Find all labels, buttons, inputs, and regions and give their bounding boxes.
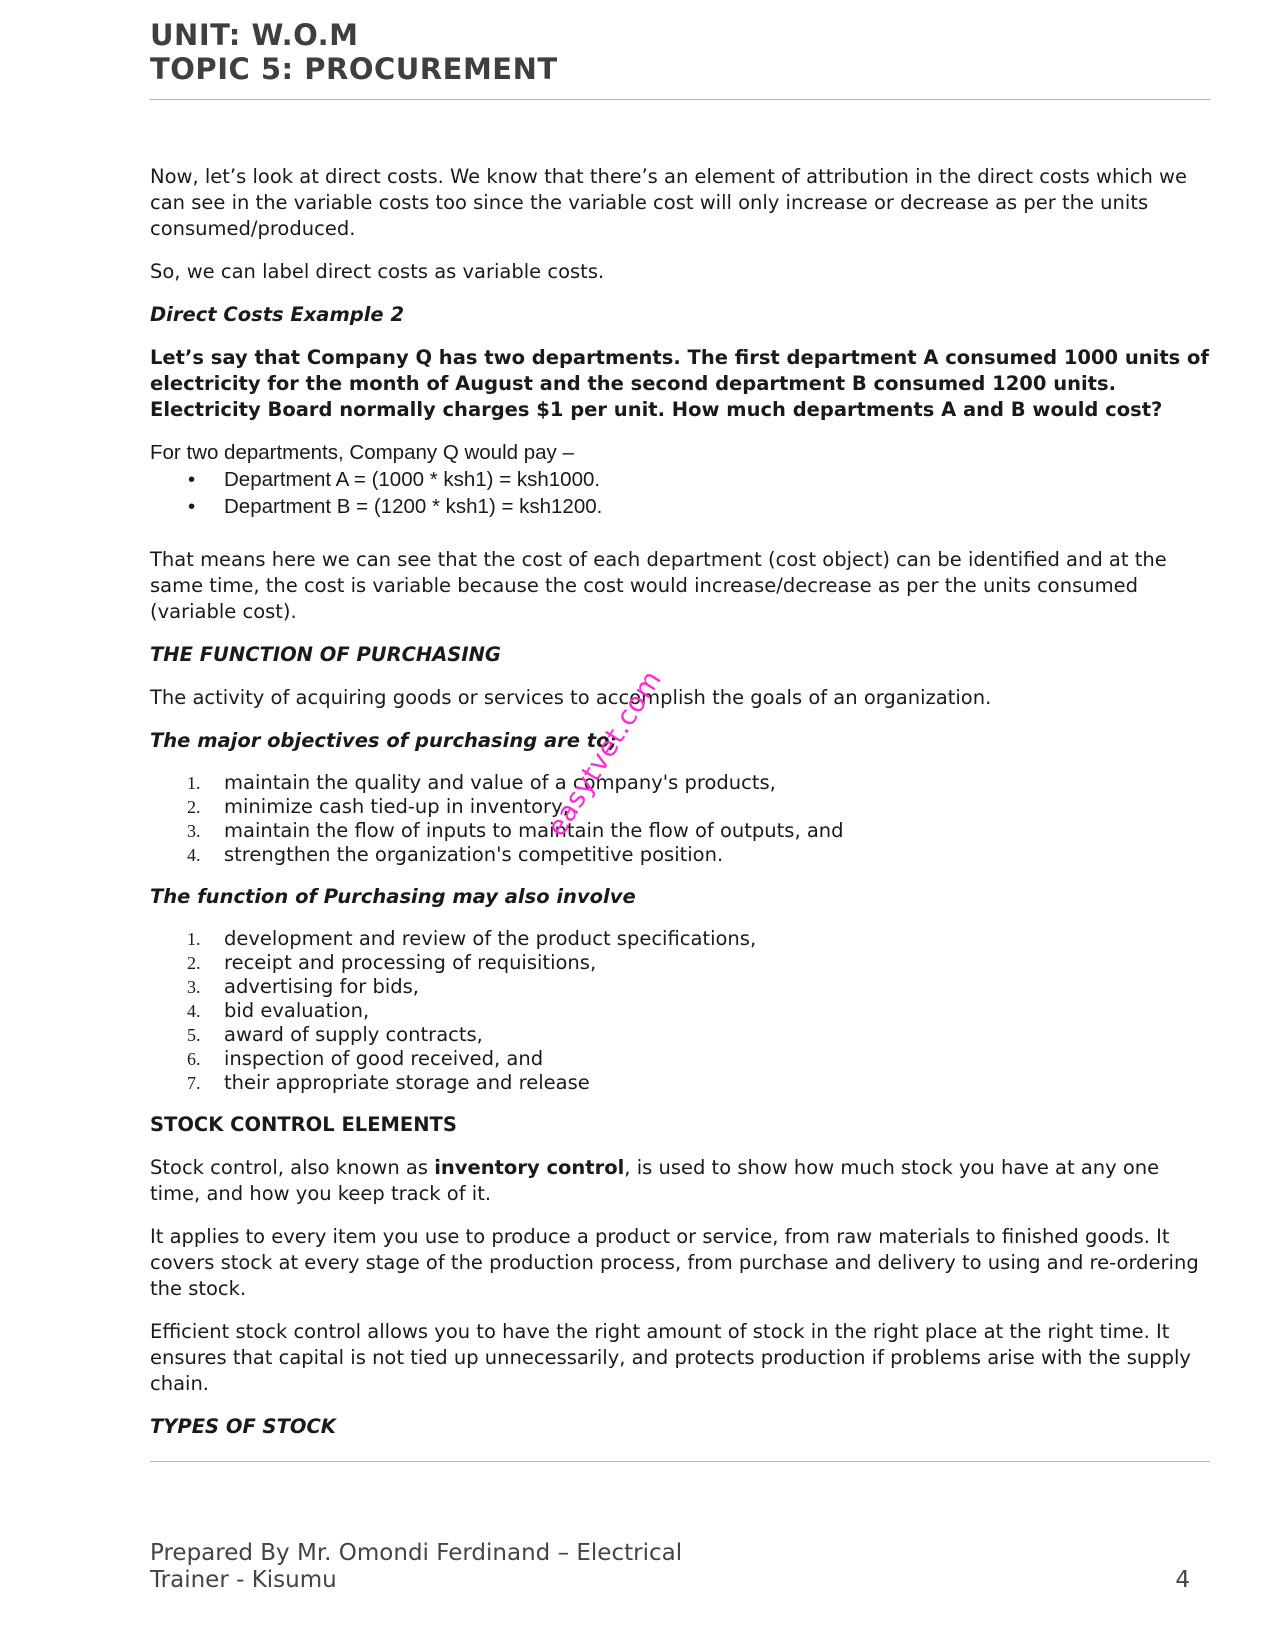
stock-heading: STOCK CONTROL ELEMENTS [150,1113,457,1136]
list-item: 1. development and review of the product specifications, [187,927,757,950]
page-header [150,18,1210,86]
intro-paragraph: Now, let’s look at direct costs. We know that there’s an element of attribution in the direct costs which we can see in the variable costs too since the variable cost will only increase or decrease as per the units consumed/produced. [150,165,1187,240]
bullet-icon: • [188,468,196,491]
list-item: 3. maintain the flow of inputs to maintain the flow of outputs, and [187,819,844,842]
purchasing-heading: THE FUNCTION OF PURCHASING [150,643,501,666]
watermark: easytvet.com [541,665,668,842]
page-footer [150,1540,1210,1594]
example-conclusion: That means here we can see that the cost of each department (cost object) can be identified and at the same time, the cost is variable because the cost would increase/decrease as per the units consumed (variable cost). [150,548,1167,623]
topic-title: TOPIC 5: PROCUREMENT [150,52,558,86]
document-body [150,164,1210,1457]
stock-paragraph-1: Stock control, also known as inventory control, is used to show how much stock you have at any one time, and how you keep track of it. [150,1156,1160,1205]
footer-author: Prepared By Mr. Omondi Ferdinand – Electrical [150,1540,683,1566]
header-divider [150,99,1210,100]
example-question: Let’s say that Company Q has two departments. The first department A consumed 1000 units of electricity for the month of August and the second department B consumed 1200 units. Electricity Board normally charges $1 per unit. How much departments A and B would cost? [150,346,1209,421]
list-item: 4. bid evaluation, [187,999,370,1022]
list-item: 6. inspection of good received, and [187,1047,544,1070]
bullet-icon: • [188,495,196,518]
purchasing-definition: The activity of acquiring goods or services to accomplish the goals of an organization. [150,686,992,709]
footer-location: Trainer - Kisumu [150,1567,337,1593]
footer-divider [150,1461,1210,1462]
page-number: 4 [1175,1567,1190,1593]
list-item: • Department A = (1000 * ksh1) = ksh1000. [188,468,601,491]
list-item: 1. maintain the quality and value of a company's products, [187,771,776,794]
intro-summary: So, we can label direct costs as variable costs. [150,260,605,283]
involve-heading: The function of Purchasing may also involve [150,885,636,908]
involve-list [150,927,1210,1095]
list-item: 4. strengthen the organization's competitive position. [187,843,724,866]
stock-paragraph-3: Efficient stock control allows you to have the right amount of stock in the right place at the right time. It ensures that capital is not tied up unnecessarily, and protects production if problems arise with the supply chain. [150,1320,1191,1395]
list-item: 2. receipt and processing of requisitions, [187,951,597,974]
unit-title: UNIT: W.O.M [150,18,359,52]
inventory-control-term: inventory control [434,1156,625,1179]
types-of-stock-heading: TYPES OF STOCK [150,1415,336,1438]
list-item: 7. their appropriate storage and release [187,1071,590,1094]
list-item: 3. advertising for bids, [187,975,419,998]
objectives-heading: The major objectives of purchasing are to; [150,729,618,752]
list-item: • Department B = (1200 * ksh1) = ksh1200. [188,495,603,518]
example-heading: Direct Costs Example 2 [150,303,405,326]
department-cost-list [150,466,1210,520]
list-item: 5. award of supply contracts, [187,1023,483,1046]
example-lead: For two departments, Company Q would pay – [150,441,574,464]
list-item: 2. minimize cash tied-up in inventory, [187,795,569,818]
stock-paragraph-2: It applies to every item you use to produce a product or service, from raw materials to finished goods. It covers stock at every stage of the production process, from purchase and delivery to using and re-ordering the stock. [150,1225,1199,1300]
objectives-list [150,771,1210,867]
